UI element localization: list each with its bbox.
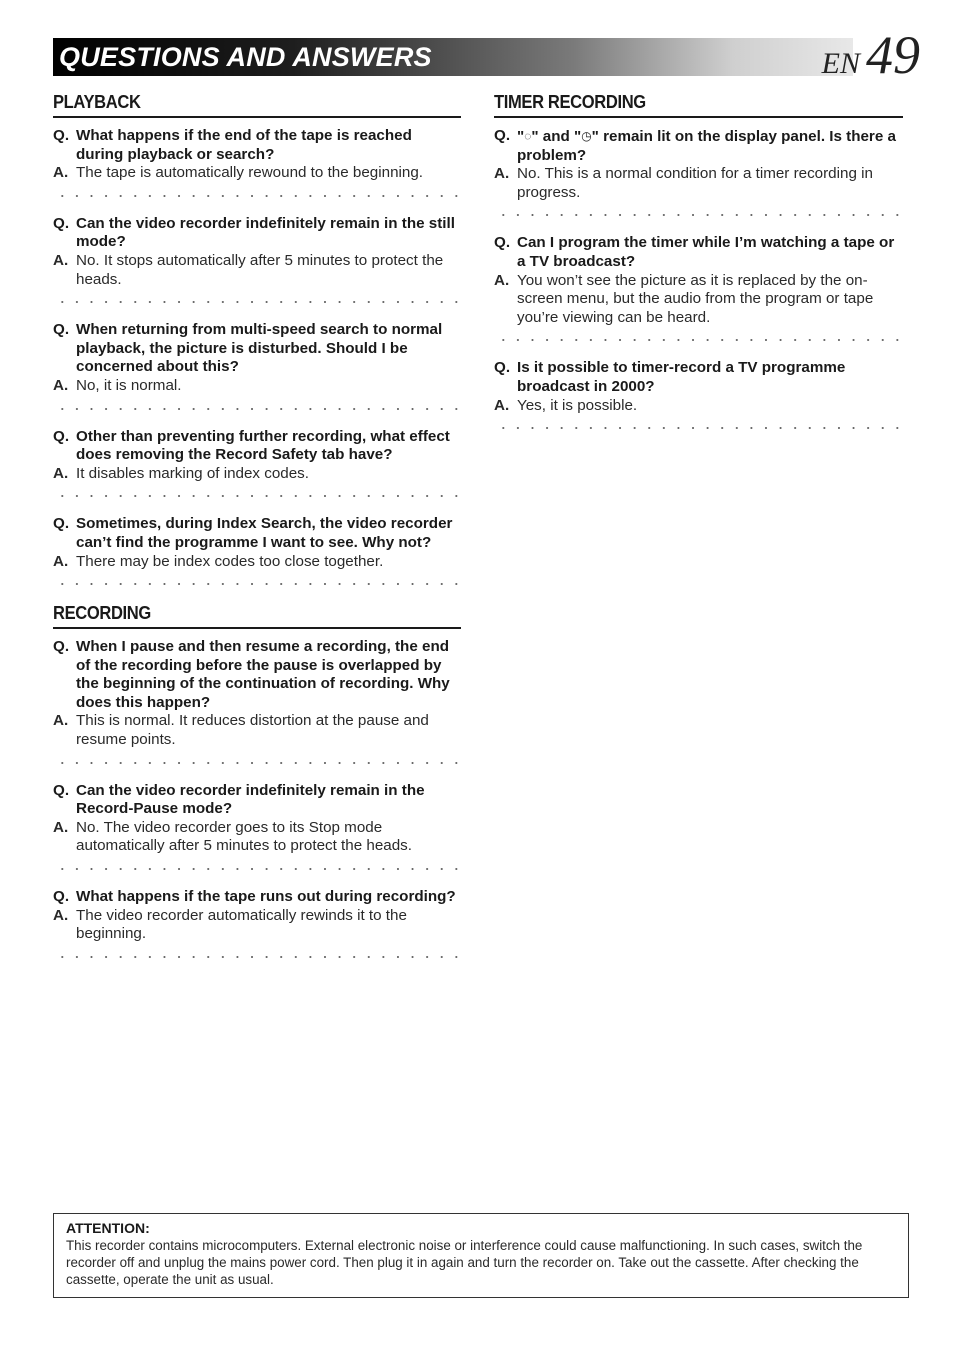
answer-prefix: A.: [53, 251, 69, 269]
question: [494, 127, 903, 165]
qa-item: [53, 321, 461, 395]
question-text: Can I program the timer while I’m watching a tape or a TV broadcast?: [517, 234, 895, 270]
dotted-divider: [53, 489, 461, 503]
question: [53, 782, 461, 819]
answer-prefix: A.: [494, 165, 510, 183]
question-text: What happens if the end of the tape is reached during playback or search?: [76, 127, 412, 163]
question-prefix: Q.: [494, 359, 511, 377]
question-text: " remain lit on the display panel. Is there a problem?: [517, 128, 896, 164]
question-text: What happens if the tape runs out during recording?: [76, 888, 456, 906]
answer-prefix: A.: [53, 464, 69, 482]
question-prefix: Q.: [494, 234, 511, 252]
question-text: When I pause and then resume a recording, the end of the recording before the pause is overlapped by the beginning of the continuation of recording. Why does this happen?: [76, 638, 450, 711]
answer-prefix: A.: [53, 552, 69, 570]
question-prefix: Q.: [53, 515, 70, 533]
qa-item: [53, 515, 461, 571]
attention-text: This recorder contains microcomputers. External electronic noise or interference could cause malfunctioning. In such cases, switch the recorder off and unplug the mains power cord. Then plug it in again and turn the recorder on. Take out the cassette. After checking the cassette, operate the unit as usual.: [66, 1238, 863, 1287]
question: [53, 215, 461, 252]
dotted-divider: [494, 421, 903, 435]
answer: [53, 819, 461, 856]
recording-section-header: [53, 603, 461, 629]
question-text: When returning from multi-speed search to normal playback, the picture is disturbed. Should I be concerned about this?: [76, 321, 443, 376]
answer-text: The tape is automatically rewound to the beginning.: [76, 164, 423, 182]
answer-prefix: A.: [53, 376, 69, 394]
question-prefix: Q.: [53, 888, 70, 906]
question-text: " and ": [531, 128, 582, 145]
qa-item: [494, 127, 903, 202]
question: [53, 428, 461, 465]
answer-prefix: A.: [494, 271, 510, 289]
answer-text: There may be index codes too close together.: [76, 552, 384, 570]
left-column: [53, 92, 461, 976]
question-prefix: Q.: [53, 427, 70, 445]
answer-prefix: A.: [53, 818, 69, 836]
question-prefix: Q.: [53, 321, 70, 339]
qa-item: [53, 127, 461, 183]
question-prefix: Q.: [53, 127, 70, 144]
playback-section-header: [53, 92, 461, 118]
answer: [53, 465, 461, 484]
answer-prefix: A.: [53, 906, 69, 924]
answer-text: No. The video recorder goes to its Stop mode automatically after 5 minutes to protect the heads.: [76, 818, 412, 855]
answer-text: The video recorder automatically rewinds it to the beginning.: [76, 906, 407, 943]
question-prefix: Q.: [494, 127, 511, 144]
answer-prefix: A.: [53, 712, 69, 730]
answer-prefix: A.: [53, 164, 69, 182]
question: [494, 234, 903, 271]
dotted-divider: [53, 950, 461, 964]
page-label: [821, 25, 920, 85]
language-code: EN: [821, 47, 860, 80]
qa-item: [494, 234, 903, 327]
question: [53, 127, 461, 164]
question-text: ": [517, 128, 525, 145]
answer-prefix: A.: [494, 396, 510, 414]
dotted-circle-icon: ◌: [524, 129, 532, 143]
answer-text: You won’t see the picture as it is replaced by the on-screen menu, but the audio from the program or tape you’re viewing can be heard.: [517, 271, 874, 326]
answer-text: No, it is normal.: [76, 376, 182, 394]
attention-box: [53, 1213, 909, 1298]
dotted-divider: [53, 756, 461, 770]
dotted-divider: [53, 402, 461, 416]
question-text: Can the video recorder indefinitely remain in the Record-Pause mode?: [76, 781, 425, 818]
answer: [53, 553, 461, 572]
section-title-playback: PLAYBACK: [53, 92, 141, 112]
question: [53, 515, 461, 552]
question-prefix: Q.: [53, 638, 70, 656]
dotted-divider: [494, 208, 903, 222]
question: [53, 638, 461, 712]
qa-item: [494, 359, 903, 415]
dotted-divider: [494, 333, 903, 347]
section-title-timer-recording: TIMER RECORDING: [494, 92, 646, 112]
clock-icon: ◷: [581, 129, 592, 143]
question-text: Can the video recorder indefinitely remain in the still mode?: [76, 214, 455, 251]
qa-item: [53, 215, 461, 289]
answer: [494, 397, 903, 416]
dotted-divider: [53, 577, 461, 591]
qa-item: [53, 428, 461, 484]
answer: [53, 907, 461, 944]
answer: [494, 272, 903, 328]
page-number: 49: [866, 25, 920, 85]
section-title-recording: RECORDING: [53, 603, 151, 624]
answer: [53, 252, 461, 289]
question: [53, 888, 461, 907]
dotted-divider: [53, 295, 461, 309]
answer: [53, 377, 461, 396]
dotted-divider: [53, 862, 461, 876]
answer: [494, 165, 903, 202]
page-title: QUESTIONS AND ANSWERS: [59, 42, 432, 72]
answer-text: It disables marking of index codes.: [76, 464, 309, 482]
answer-text: No. This is a normal condition for a timer recording in progress.: [517, 165, 873, 201]
right-column: [494, 92, 903, 447]
answer: [53, 712, 461, 749]
answer-text: No. It stops automatically after 5 minutes to protect the heads.: [76, 251, 444, 288]
timer-recording-section-header: [494, 92, 903, 118]
question-text: Other than preventing further recording, what effect does removing the Record Safety tab have?: [76, 427, 450, 464]
attention-title: ATTENTION:: [66, 1220, 150, 1236]
question-prefix: Q.: [53, 781, 70, 799]
dotted-divider: [53, 189, 461, 203]
question: [494, 359, 903, 396]
answer: [53, 164, 461, 183]
qa-item: [53, 638, 461, 750]
question-prefix: Q.: [53, 214, 70, 232]
answer-text: Yes, it is possible.: [517, 396, 638, 414]
qa-item: [53, 782, 461, 856]
question-text: Is it possible to timer-record a TV programme broadcast in 2000?: [517, 359, 846, 395]
question: [53, 321, 461, 377]
qa-item: [53, 888, 461, 944]
question-text: Sometimes, during Index Search, the video recorder can’t find the programme I want to see. Why not?: [76, 515, 453, 551]
answer-text: This is normal. It reduces distortion at the pause and resume points.: [76, 712, 429, 749]
